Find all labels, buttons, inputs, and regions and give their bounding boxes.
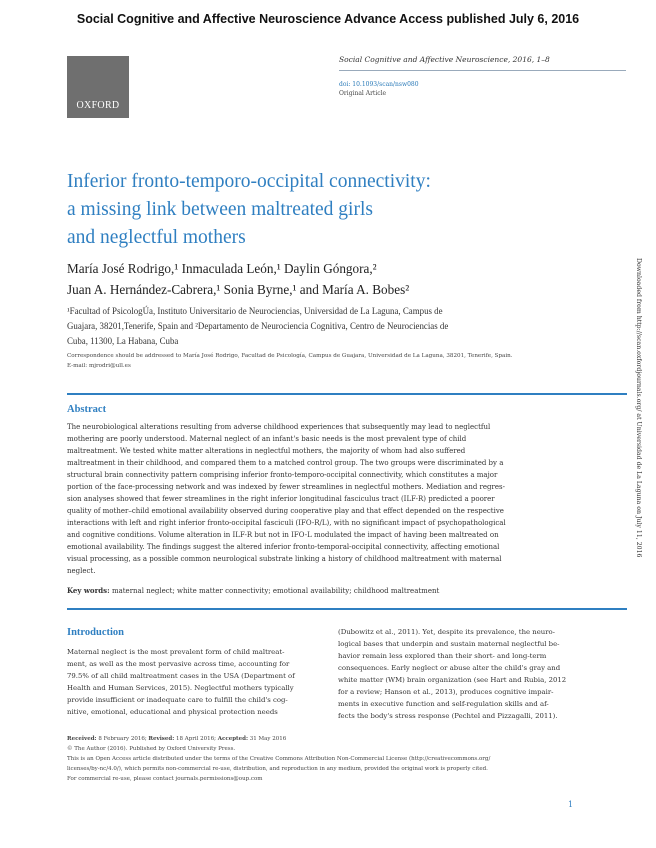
article-title bbox=[67, 168, 587, 252]
page-number: 1 bbox=[568, 800, 574, 809]
accepted-label: Accepted: bbox=[217, 736, 248, 742]
abstract-line: The neurobiological alterations resulting from adverse childhood experiences that subsequently may lead to neglectful bbox=[67, 423, 491, 431]
intro-line: logical bases that underpin and sustain maternal neglectful be- bbox=[338, 640, 560, 648]
oxford-logo bbox=[67, 56, 129, 118]
intro-line: ment, as well as the most pervasive across time, accounting for bbox=[67, 660, 290, 668]
title-line: Inferior fronto-temporo-occipital connectivity: bbox=[67, 171, 431, 192]
abstract-line: sion analyses showed that fewer streamlines in the right inferior longitudinal fasciculus tract (ILF-R) predicted a poorer bbox=[67, 495, 495, 503]
intro-right-column bbox=[338, 626, 591, 722]
keywords-text: maternal neglect; white matter connectivity; emotional availability; childhood maltreatment bbox=[111, 587, 440, 595]
logo-text: OXFORD bbox=[76, 100, 120, 111]
author-list bbox=[67, 258, 587, 300]
abstract-line: visual processing, as a possible common neurological substrate linking a history of childhood maltreatment with maternal bbox=[67, 555, 502, 563]
abstract-heading: Abstract bbox=[67, 404, 107, 415]
intro-line: fects the body's stress response (Pechtel and Pizzagalli, 2011). bbox=[338, 712, 558, 720]
affiliation-line: Cuba, 11300, La Habana, Cuba bbox=[67, 336, 179, 346]
header-rule bbox=[339, 70, 626, 71]
correspondence bbox=[67, 351, 597, 371]
license-line: For commercial re-use, please contact journals.permissions@oup.com bbox=[67, 776, 263, 782]
article-type: Original Article bbox=[339, 90, 387, 97]
doi-link[interactable]: doi: 10.1093/scan/nsw080 bbox=[339, 81, 419, 88]
keywords-label: Key words: bbox=[67, 586, 110, 595]
intro-line: 79.5% of all child maltreatment cases in the USA (Department of bbox=[67, 672, 295, 680]
introduction-heading: Introduction bbox=[67, 627, 124, 638]
abstract-line: interactions with left and right inferior fronto-occipital fasciculi (IFO-R/L), with no significant impact of psychopathological bbox=[67, 519, 506, 527]
abstract-line: portion of the face-processing network and was indexed by fewer streamlines in neglectful mothers. Mediation and regres- bbox=[67, 483, 505, 491]
intro-line: white matter (WM) brain organization (see Hart and Rubia, 2012 bbox=[338, 676, 567, 684]
intro-line: provide insufficient or inadequate care to fulfill the child's cog- bbox=[67, 696, 288, 704]
download-note: Downloaded from http://scan.oxfordjournals.org/ at Universidad de La Laguna on July 11, 2016 bbox=[635, 258, 642, 558]
abstract-body bbox=[67, 421, 593, 577]
authors-line: María José Rodrigo,¹ Inmaculada León,¹ Daylin Góngora,² bbox=[67, 261, 377, 276]
intro-line: Maternal neglect is the most prevalent form of child maltreat- bbox=[67, 648, 285, 656]
abstract-line: neglect. bbox=[67, 567, 96, 575]
copyright-line: © The Author (2016). Published by Oxford University Press. bbox=[67, 746, 236, 752]
accepted-date: 31 May 2016 bbox=[249, 736, 287, 742]
affiliation-line: Guajara, 38201,Tenerife, Spain and ²Departamento de Neurociencia Cognitiva, Centro de Neurociencias de bbox=[67, 321, 449, 331]
abstract-bottom-rule bbox=[67, 608, 627, 610]
intro-line: nitive, emotional, educational and physical protection needs bbox=[67, 708, 278, 716]
abstract-line: maltreatment in their childhood, and compared them to a matched control group. The two groups were discriminated by a bbox=[67, 459, 504, 467]
journal-reference: Social Cognitive and Affective Neuroscience, 2016, 1–8 bbox=[339, 55, 550, 64]
authors-line: Juan A. Hernández-Cabrera,¹ Sonia Byrne,¹ and María A. Bobes² bbox=[67, 282, 410, 297]
title-line: and neglectful mothers bbox=[67, 227, 246, 248]
abstract-line: structural brain connectivity pattern comprising inferior fronto-temporo-occipital connectivity, which constitutes a major bbox=[67, 471, 498, 479]
affiliations bbox=[67, 304, 587, 349]
abstract-top-rule bbox=[67, 393, 627, 395]
intro-line: for a review; Hanson et al., 2013), produces cognitive impair- bbox=[338, 688, 554, 696]
intro-line: ments in executive function and self-regulation skills and af- bbox=[338, 700, 549, 708]
revised-date: 18 April 2016; bbox=[176, 736, 216, 742]
title-line: a missing link between maltreated girls bbox=[67, 199, 373, 220]
advance-access-banner: Social Cognitive and Affective Neuroscience Advance Access published July 6, 2016 bbox=[76, 12, 580, 26]
correspondence-email[interactable]: E-mail: mjrodri@ull.es bbox=[67, 363, 131, 369]
license-line: This is an Open Access article distributed under the terms of the Creative Commons Attribution Non-Commercial License (http://creativecommons.org/ bbox=[67, 756, 491, 762]
abstract-line: and cognitive conditions. Volume alteration in ILF-R but not in IFO-L modulated the impact of having been maltreated on bbox=[67, 531, 499, 539]
intro-line: Health and Human Services, 2015). Neglectful mothers typically bbox=[67, 684, 294, 692]
correspondence-line: Correspondence should be addressed to María José Rodrigo, Facultad de Psicología, Campus de Guajara, Universidad de La Laguna, 38201, Tenerife, Spain. bbox=[67, 353, 513, 359]
dates-line bbox=[67, 734, 591, 744]
download-watermark bbox=[631, 258, 643, 598]
abstract-line: maltreatment. We tested white matter alterations in neglectful mothers, the majority of whom had also suffered bbox=[67, 447, 466, 455]
intro-left-column bbox=[67, 646, 322, 718]
received-date: 8 February 2016; bbox=[98, 736, 147, 742]
intro-line: havior remain less explored than their short- and long-term bbox=[338, 652, 547, 660]
keywords bbox=[67, 586, 593, 595]
intro-line: consequences. Early neglect or abuse alter the child's gray and bbox=[338, 664, 561, 672]
revised-label: Revised: bbox=[148, 736, 175, 742]
publication-footer bbox=[67, 734, 591, 784]
affiliation-line: ¹Facultad of PsicologÚa, Instituto Universitario de Neurociencias, Universidad de La Laguna, Campus de bbox=[67, 306, 443, 316]
abstract-line: mothering are poorly understood. Maternal neglect of an infant's basic needs is the most prevalent type of child bbox=[67, 435, 467, 443]
abstract-line: emotional availability. The findings suggest the altered inferior fronto-temporal-occipital connectivity, affecting emotional bbox=[67, 543, 500, 551]
license-line: licenses/by-nc/4.0/), which permits non-commercial re-use, distribution, and reproduction in any medium, provided the original work is properly cited. bbox=[67, 766, 488, 772]
abstract-line: quality of mother–child emotional availability observed during cooperative play and that effect depended on the respective bbox=[67, 507, 504, 515]
received-label: Received: bbox=[67, 736, 97, 742]
intro-line: (Dubowitz et al., 2011). Yet, despite its prevalence, the neuro- bbox=[338, 628, 556, 636]
